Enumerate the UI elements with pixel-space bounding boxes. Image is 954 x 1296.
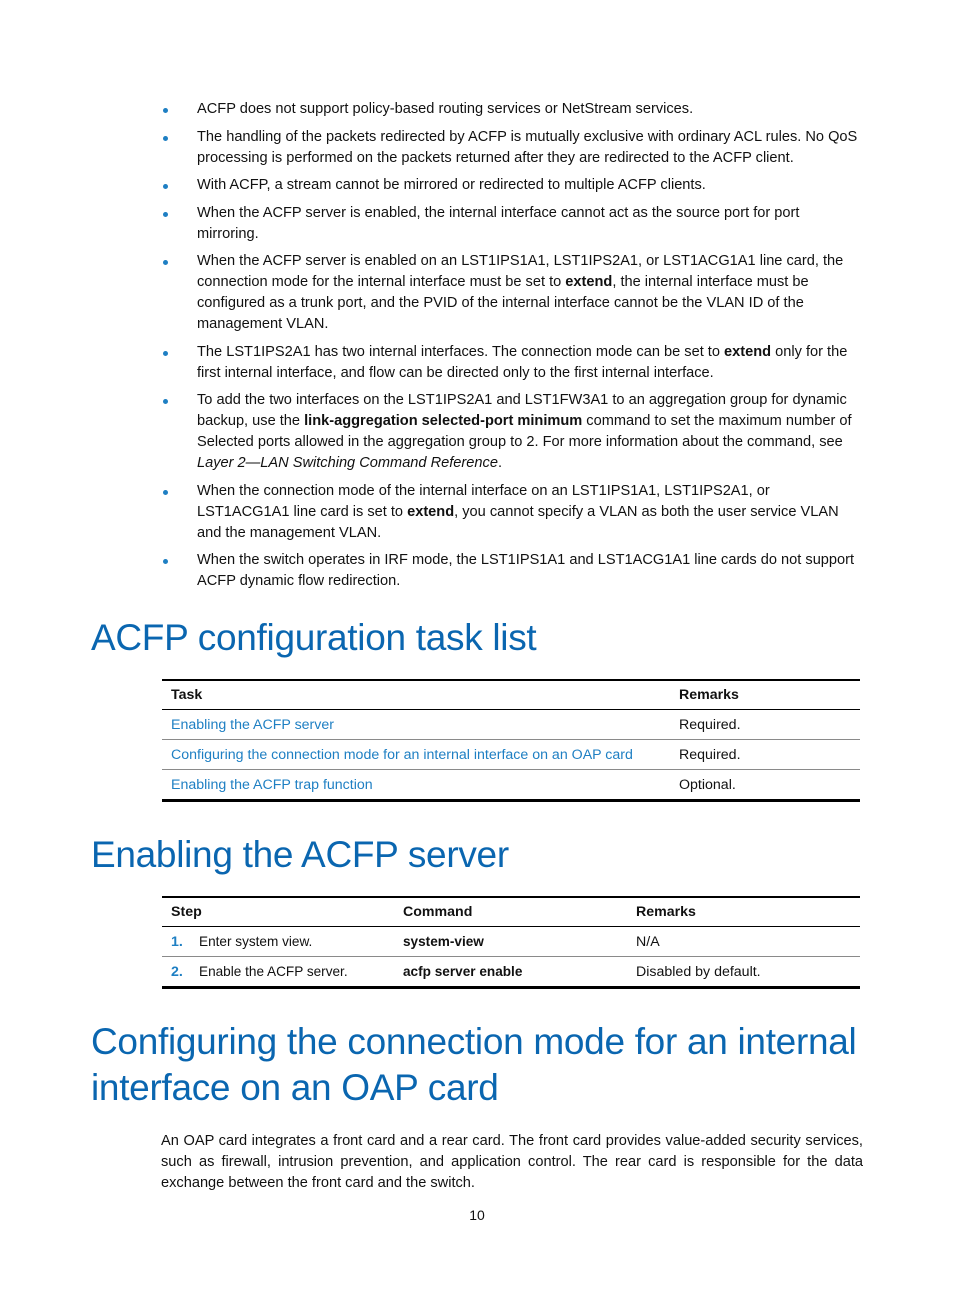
list-item: To add the two interfaces on the LST1IPS2A1 and LST1FW3A1 to an aggregation group for dynamic backup, use the link-aggregation selected-port minimum command to set the maximum number of Selected ports allowed in the aggregation group to 2. For more information about the command, see Layer 2—LAN Switching Command Reference. [161,390,865,474]
bullet-icon [163,136,168,141]
list-item: When the connection mode of the internal interface on an LST1IPS1A1, LST1IPS2A1, or LST1ACG1A1 line card is set to extend, you cannot specify a VLAN as both the user service VLAN and the management VLAN. [161,481,865,544]
bullet-icon [163,184,168,189]
column-header-remarks: Remarks [670,680,860,710]
restrictions-list [161,99,865,599]
table-row [162,957,860,988]
step-description: Enable the ACFP server. [199,963,348,979]
heading-configuring-connection-mode: Configuring the connection mode for an internal interface on an OAP card [91,1021,857,1108]
list-item: ACFP does not support policy-based routing services or NetStream services. [161,99,865,120]
heading-task-list: ACFP configuration task list [91,617,537,658]
keyword-extend: extend [565,274,613,290]
step-number: 2. [171,963,183,980]
link-enabling-acfp-server[interactable]: Enabling the ACFP server [171,716,334,733]
link-configuring-connection-mode[interactable]: Configuring the connection mode for an internal interface on an OAP card [171,746,633,763]
command-cell: acfp server enable [394,957,627,988]
column-header-step: Step [162,897,394,927]
remarks-cell: Disabled by default. [627,957,860,988]
remarks-cell: N/A [627,927,860,957]
command-cell: system-view [394,927,627,957]
table-row [162,770,860,801]
bullet-icon [163,559,168,564]
step-description: Enter system view. [199,933,313,949]
bullet-icon [163,260,168,265]
list-item: When the switch operates in IRF mode, the LST1IPS1A1 and LST1ACG1A1 line cards do not support ACFP dynamic flow redirection. [161,550,865,592]
keyword-extend: extend [724,343,772,360]
heading-enabling-acfp-server: Enabling the ACFP server [91,834,509,875]
bullet-icon [163,351,168,356]
column-header-task: Task [162,680,670,710]
table-row [162,710,860,740]
keyword-extend: extend [407,503,455,520]
list-item: When the ACFP server is enabled on an LST1IPS1A1, LST1IPS2A1, or LST1ACG1A1 line card, the connection mode for the internal interface must be set to extend, the internal interface must be configured as a trunk port, and the PVID of the internal interface cannot be the VLAN ID of the management VLAN. [161,251,865,335]
table-row [162,740,860,770]
table-row [162,927,860,957]
page-number: 10 [469,1207,485,1223]
bullet-icon [163,108,168,113]
bullet-icon [163,490,168,495]
oap-card-paragraph: An OAP card integrates a front card and a rear card. The front card provides value-added security services, such as firewall, intrusion prevention, and application control. The rear card is responsible for the data exchange between the front card and the switch. [161,1133,863,1191]
step-number: 1. [171,933,183,950]
bullet-icon [163,212,168,217]
reference-title: Layer 2—LAN Switching Command Reference [197,455,498,471]
list-item: The handling of the packets redirected by ACFP is mutually exclusive with ordinary ACL rules. No QoS processing is performed on the packets returned after they are redirected to the ACFP client. [161,127,865,169]
bullet-icon [163,399,168,404]
list-item: The LST1IPS2A1 has two internal interfaces. The connection mode can be set to extend only for the first internal interface, and flow can be directed only to the first internal interface. [161,342,865,384]
column-header-command: Command [394,897,627,927]
list-item: With ACFP, a stream cannot be mirrored or redirected to multiple ACFP clients. [161,175,865,196]
task-table [162,679,860,802]
command-keyword: link-aggregation selected-port minimum [304,413,583,429]
step-table [162,896,860,989]
link-enabling-acfp-trap[interactable]: Enabling the ACFP trap function [171,776,373,793]
remarks-cell: Optional. [670,770,860,801]
column-header-remarks: Remarks [627,897,860,927]
remarks-cell: Required. [670,710,860,740]
list-item: When the ACFP server is enabled, the internal interface cannot act as the source port for port mirroring. [161,203,865,245]
remarks-cell: Required. [670,740,860,770]
